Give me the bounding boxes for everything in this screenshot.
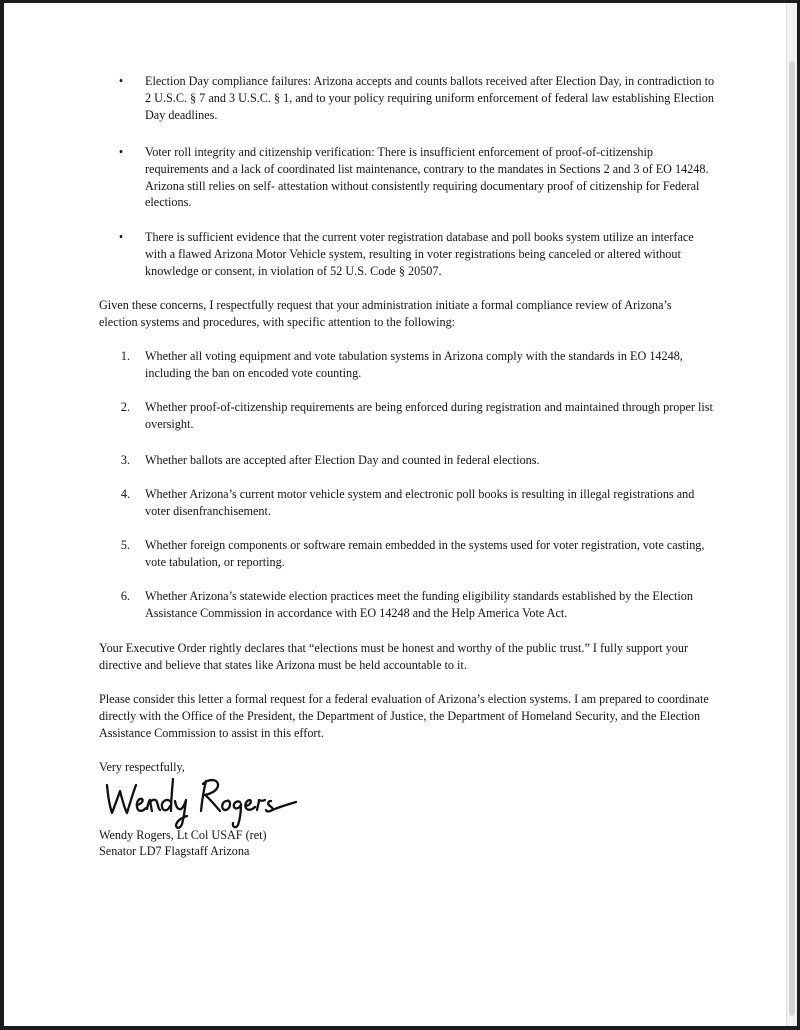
bullet-text: Election Day compliance failures: Arizona accepts and counts ballots received after Election Day, in contradiction to 2 U.S.C. § 7 and 3 U.S.C. § 1, and to your policy requiring uniform enforcement of federal law establishing Election Day deadlines. [145, 74, 715, 122]
document-page [4, 3, 786, 1026]
bullet-text: Voter roll integrity and citizenship verification: There is insufficient enforcement of proof-of-citizenship requirements and a lack of coordinated list maintenance, contrary to the mandates in Sections 2 and 3 of EO 14248. Arizona still relies on self- attestation without consistently requiring documentary proof of citizenship for Federal elections. [145, 145, 709, 210]
item-text: Whether Arizona’s statewide election practices meet the funding eligibility standards established by the Election Assistance Commission in accordance with EO 14248 and the Help America Vote Act. [145, 589, 693, 620]
item-number: 2. [120, 400, 130, 414]
vertical-scrollbar[interactable] [786, 3, 797, 1026]
item-number: 5. [120, 538, 130, 552]
bullet-marker: • [118, 145, 124, 159]
scrollbar-thumb[interactable] [789, 61, 795, 1016]
item-text: Whether all voting equipment and vote tabulation systems in Arizona comply with the standards in EO 14248, including the ban on encoded vote counting. [145, 349, 683, 380]
item-text: Whether Arizona’s current motor vehicle system and electronic poll books is resulting in illegal registrations and voter disenfranchisement. [145, 487, 695, 518]
bullet-marker: • [118, 230, 124, 244]
closing-salutation: Very respectfully, [99, 760, 185, 774]
request-paragraph: Please consider this letter a formal request for a federal evaluation of Arizona’s election systems. I am prepared to coordinate directly with the Office of the President, the Department of Justice, the Department of Homeland Security, and the Election Assistance Commission to assist in this effort. [99, 692, 709, 740]
item-number: 1. [120, 349, 130, 363]
item-text: Whether proof-of-citizenship requirements are being enforced during registration and maintained through proper list oversight. [145, 400, 713, 431]
handwritten-signature [99, 771, 309, 833]
item-text: Whether ballots are accepted after Election Day and counted in federal elections. [145, 453, 540, 467]
item-number: 4. [120, 487, 130, 501]
bullet-marker: • [118, 74, 124, 88]
item-text: Whether foreign components or software remain embedded in the systems used for voter registration, vote casting, vote tabulation, or reporting. [145, 538, 705, 569]
signer-title: Senator LD7 Flagstaff Arizona [99, 844, 250, 858]
signer-name: Wendy Rogers, Lt Col USAF (ret) [99, 828, 267, 842]
item-number: 3. [120, 453, 130, 467]
bullet-text: There is sufficient evidence that the current voter registration database and poll books system utilize an interface with a flawed Arizona Motor Vehicle system, resulting in voter registrations being canceled or altered without knowledge or consent, in violation of 52 U.S. Code § 20507. [145, 230, 694, 278]
item-number: 6. [120, 589, 130, 603]
support-paragraph: Your Executive Order rightly declares that “elections must be honest and worthy of the public trust.” I fully support your directive and believe that states like Arizona must be held accountable to it. [99, 641, 689, 672]
intro-paragraph: Given these concerns, I respectfully request that your administration initiate a formal compliance review of Arizona’s election systems and procedures, with specific attention to the following: [99, 298, 672, 329]
